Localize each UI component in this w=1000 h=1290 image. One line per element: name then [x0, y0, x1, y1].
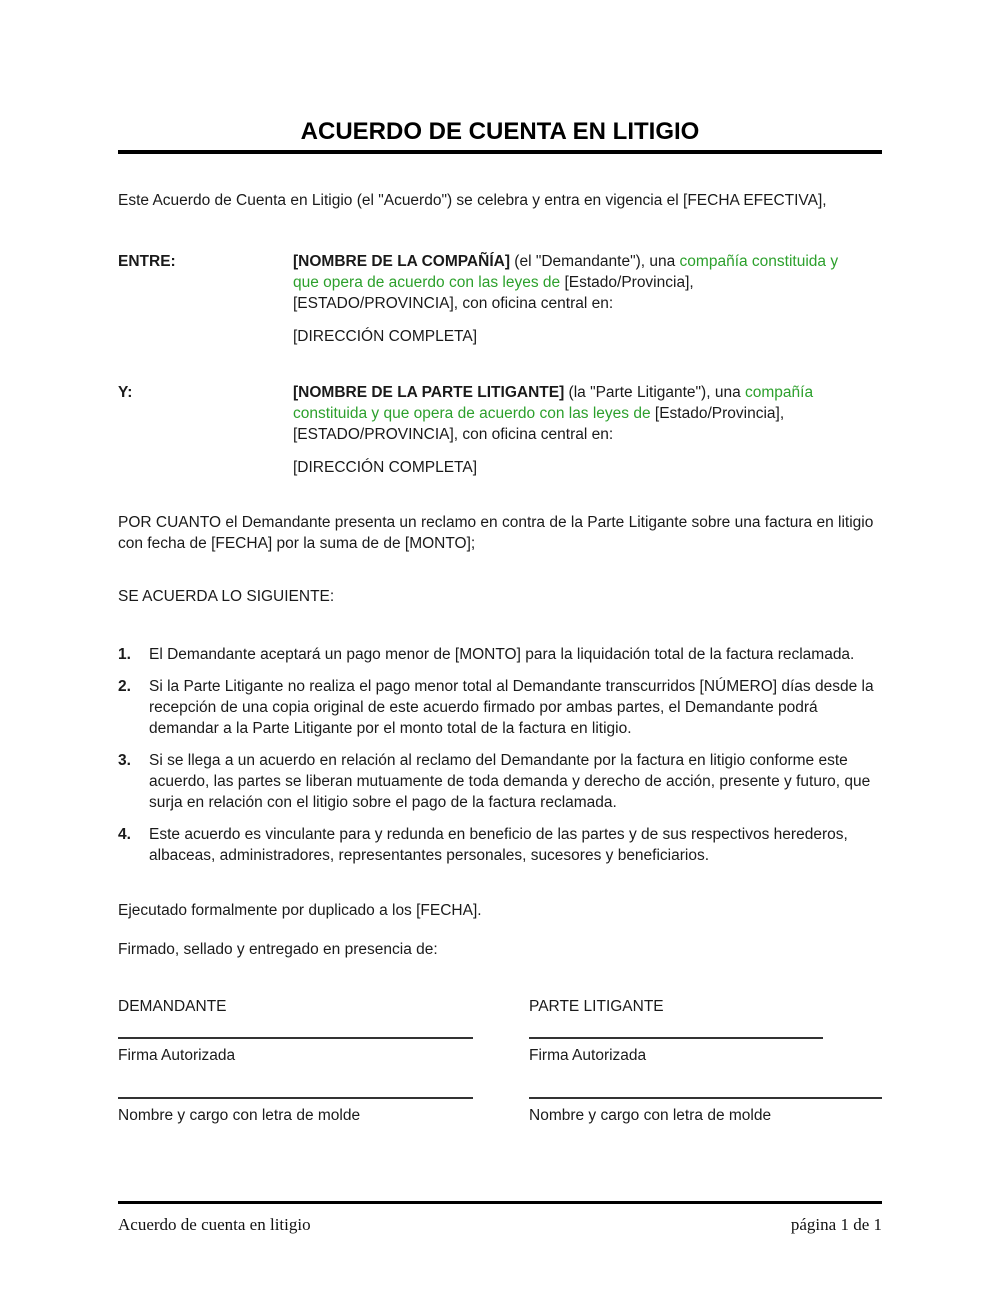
execution-paragraph: Ejecutado formalmente por duplicado a los [FECHA].	[118, 902, 482, 919]
intro-paragraph: Este Acuerdo de Cuenta en Litigio (el "Acuerdo") se celebra y entra en vigencia el [FECHA EFECTIVA],	[118, 192, 827, 209]
highlighted-phrase: que opera de acuerdo con las leyes de	[293, 274, 561, 291]
party-description-text: (el "Demandante"), una	[510, 253, 680, 270]
state-province-placeholder: [Estado/Provincia],	[560, 274, 694, 291]
clause-list	[118, 644, 882, 866]
state-province-placeholder: [Estado/Provincia],	[650, 405, 785, 422]
agreement-heading: SE ACUERDA LO SIGUIENTE:	[118, 588, 335, 605]
signature-block-demandante	[118, 996, 473, 1126]
litigant-name-placeholder: [NOMBRE DE LA PARTE LITIGANTE]	[293, 384, 565, 401]
signature-block-parte-litigante	[529, 996, 882, 1126]
party-description-y	[293, 382, 882, 445]
highlighted-phrase: compañía	[745, 384, 814, 401]
clause-text: Este acuerdo es vinculante para y redunda en beneficio de las partes y de sus respectivos herederos, albaceas, administradores, representantes personales, sucesores y beneficiarios.	[149, 826, 848, 864]
party-description-entre	[293, 251, 882, 314]
clause-item-1	[118, 644, 882, 665]
signature-line	[118, 1097, 473, 1126]
signature-line	[529, 1037, 823, 1066]
signature-party-title: DEMANDANTE	[118, 998, 227, 1015]
clause-text: Si se llega a un acuerdo en relación al reclamo del Demandante por la factura en litigio conforme este acuerdo, las partes se liberan mutuamente de toda demanda y derecho de acción, presente y futuro, que surja en relación con el litigio sobre el pago de la factura reclamada.	[149, 752, 871, 811]
signature-line-label: Nombre y cargo con letra de molde	[529, 1107, 772, 1124]
signature-line	[529, 1097, 882, 1126]
signature-line-label: Nombre y cargo con letra de molde	[118, 1107, 361, 1124]
document-title: ACUERDO DE CUENTA EN LITIGIO	[118, 118, 882, 154]
party-description-text: [ESTADO/PROVINCIA], con oficina central en:	[293, 295, 614, 312]
witness-paragraph: Firmado, sellado y entregado en presencia de:	[118, 941, 438, 958]
footer-doc-name: Acuerdo de cuenta en litigio	[118, 1215, 311, 1234]
party-description-text: (la "Parte Litigante"), una	[564, 384, 745, 401]
clause-number: 1.	[118, 646, 131, 663]
footer-page-number: página 1 de 1	[790, 1215, 882, 1234]
whereas-paragraph: POR CUANTO el Demandante presenta un reclamo en contra de la Parte Litigante sobre una factura en litigio con fecha de [FECHA] por la suma de de [MONTO];	[118, 514, 874, 552]
party-label-entre: ENTRE:	[118, 253, 176, 270]
company-name-placeholder: [NOMBRE DE LA COMPAÑÍA]	[293, 253, 510, 270]
clause-text: Si la Parte Litigante no realiza el pago menor total al Demandante transcurridos [NÚMERO] días desde la recepción de una copia original de este acuerdo firmado por ambas partes, el Demandante podrá demandar a la Parte Litigante por el monto total de la factura en litigio.	[149, 678, 874, 737]
highlighted-phrase: compañía constituida y	[679, 253, 839, 270]
signature-party-title: PARTE LITIGANTE	[529, 998, 664, 1015]
clause-number: 2.	[118, 678, 131, 695]
signature-line-label: Firma Autorizada	[118, 1047, 236, 1064]
party-body-y	[293, 382, 882, 478]
clause-item-3	[118, 750, 882, 813]
party-label-y: Y:	[118, 384, 133, 401]
clause-number: 3.	[118, 752, 131, 769]
party-description-text: [ESTADO/PROVINCIA], con oficina central en:	[293, 426, 614, 443]
signature-line-label: Firma Autorizada	[529, 1047, 647, 1064]
address-placeholder: [DIRECCIÓN COMPLETA]	[293, 328, 478, 345]
party-section-y	[118, 382, 882, 478]
signature-line	[118, 1037, 473, 1066]
address-placeholder: [DIRECCIÓN COMPLETA]	[293, 459, 478, 476]
clause-item-2	[118, 676, 882, 739]
page-footer	[118, 1201, 882, 1235]
clause-number: 4.	[118, 826, 131, 843]
clause-item-4	[118, 824, 882, 866]
party-section-entre	[118, 251, 882, 347]
party-body-entre	[293, 251, 882, 347]
signature-section	[118, 996, 882, 1126]
clause-text: El Demandante aceptará un pago menor de [MONTO] para la liquidación total de la factura reclamada.	[149, 646, 855, 663]
highlighted-phrase: constituida y que opera de acuerdo con las leyes de	[293, 405, 651, 422]
